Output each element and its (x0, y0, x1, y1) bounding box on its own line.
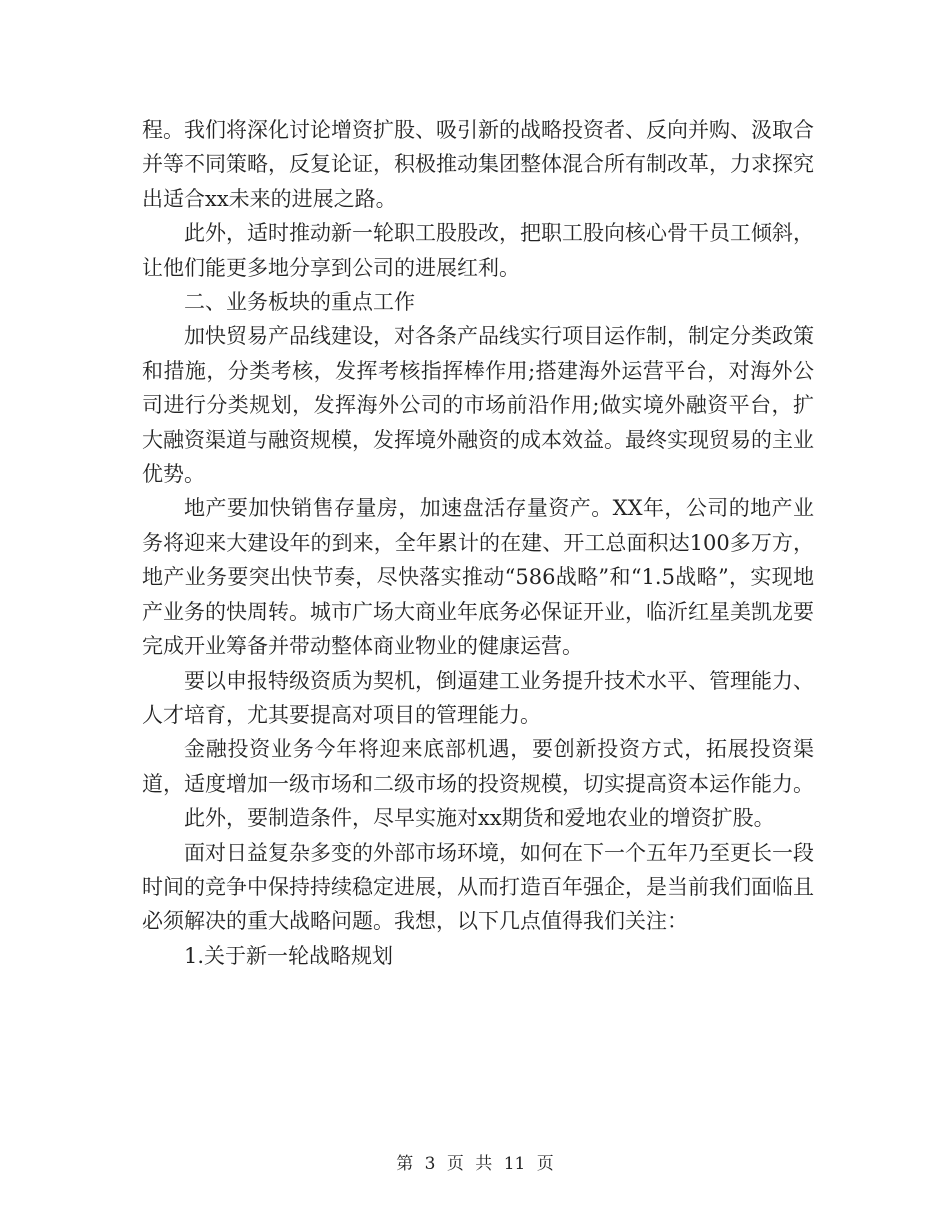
paragraph-continuation: 程。我们将深化讨论增资扩股、吸引新的战略投资者、反向并购、汲取合并等不同策略，反复论证，积极推动集团整体混合所有制改革，力求探究出适合xx未来的进展之路。 (142, 118, 814, 211)
document-body (142, 113, 814, 973)
paragraph-strategy-question: 面对日益复杂多变的外部市场环境，如何在下一个五年乃至更长一段时间的竞争中保持持续稳定进展，从而打造百年强企，是当前我们面临且必须解决的重大战略问题。我想，以下几点值得我们关注： (142, 840, 814, 934)
paragraph-trade: 加快贸易产品线建设，对各条产品线实行项目运作制，制定分类政策和措施，分类考核，发挥考核指挥棒作用;搭建海外运营平台，对海外公司进行分类规划，发挥海外公司的市场前沿作用;做实境外融资平台，扩大融资渠道与融资规模，发挥境外融资的成本效益。最终实现贸易的主业优势。 (142, 324, 814, 487)
paragraph-construction: 要以申报特级资质为契机，倒逼建工业务提升技术水平、管理能力、人才培育，尤其要提高对项目的管理能力。 (142, 668, 814, 727)
section-heading: 二、业务板块的重点工作 (184, 290, 415, 315)
paragraph-real-estate: 地产要加快销售存量房，加速盘活存量资产。XX年，公司的地产业务将迎来大建设年的到来，全年累计的在建、开工总面积达100多万方，地产业务要突出快节奏，尽快落实推动“586战略”和“1.5战略”，实现地产业务的快周转。城市广场大商业年底务必保证开业，临沂红星美凯龙要完成开业筹备并带动整体商业物业的健康运营。 (142, 496, 814, 659)
paragraph-employee-shares: 此外，适时推动新一轮职工股股改，把职工股向核心骨干员工倾斜，让他们能更多地分享到公司的进展红利。 (142, 221, 814, 280)
subheading-strategic-plan: 1.关于新一轮战略规划 (184, 943, 394, 968)
paragraph-capital-increase: 此外，要制造条件，尽早实施对xx期货和爱地农业的增资扩股。 (184, 806, 775, 831)
page-number-footer: 第 3 页 共 11 页 (396, 1154, 554, 1174)
paragraph-finance: 金融投资业务今年将迎来底部机遇，要创新投资方式，拓展投资渠道，适度增加一级市场和二级市场的投资规模，切实提高资本运作能力。 (142, 737, 814, 796)
